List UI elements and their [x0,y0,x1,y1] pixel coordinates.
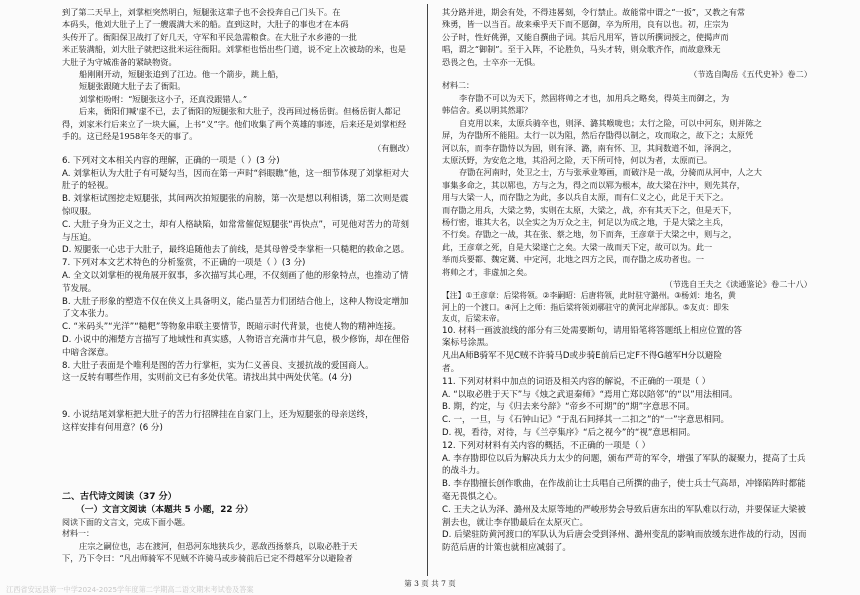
material-1-line: 殊勇，皆一以当百。故来乘乎天下而不愿御，卒为所用，良有以也。初，庄宗为 [442,19,729,30]
story-line: 短腿张跟随大肚子去了衙阳。 [79,81,186,92]
question-9-line: 这样安排有何用意？(6 分) [62,423,163,434]
story-line: 船刚刚开动，短腿张追到了江边。他一个箭步，跳上船， [79,69,284,80]
material-2-line: 河以东，而李存勖恃以为固，则有泽、潞，南有怀、卫，其间数道不如，泽润之， [442,142,737,153]
question-6 [62,155,414,257]
question-12-option-b: B. 李存勖擅长创作歌曲，在作战前让士兵唱自己所撰的曲子，使士兵士气高昂，冲锋陷阵时都能毫无畏惧之心。 [442,479,806,503]
answer-space [62,385,414,409]
story-source: （有删改） [373,143,414,154]
material-2-line: 太原沃野，为安危之地，其沿河之险，天下所可恃，何以为者，太原而已。 [442,154,713,165]
question-11 [442,376,812,440]
question-7 [62,257,414,359]
question-7-option-c: C. “米码头”“光洋”“糙粑”等物象串联主要情节，既暗示时代背景，也使人物的精神连接。 [62,322,401,333]
question-10-line: 10. 材料一画波浪线的部分有三处需要断句，请用铅笔将答题纸上相应位置的答 [442,325,742,336]
question-10 [442,325,812,376]
question-7-option-d: D. 小说中的湘楚方言描写了地域性和真实感，人物语言充满市井气息，极少修饰，却在俚俗中暗含深意。 [62,335,410,358]
question-10-line: 案标号涂黑。 [442,338,494,349]
question-8-line: 8. 大肚子表面是个唯利是图的苦力行掌柜，实为仁义善良、支援抗战的爱国商人。 [62,360,374,371]
material-2-line: 事集多命之，其以郓也，方与之为，得之而以郓为根本，故大梁在汴中，则先其存， [442,179,745,190]
story-line: 到了第二天早上，刘掌柜突然明白，短腿张这辈子也不会投奔自己门头下。在 [62,7,341,17]
material-1-label: 材料一： [62,529,94,539]
material-2-line: 存勖在河南时，处卫之士，方与张承业筹画，而破汴是一战，分骑而从河中，人之大 [459,167,762,178]
question-12-option-a: A. 李存勖即位以后为解决兵力太少的问题，颁布严苛的军令，增强了军队的凝聚力，提高了士兵的战斗力。 [442,453,806,477]
question-11-option-a: A. “以取必胜于天下”与《烛之武退秦师》“焉用亡郑以陪邻”的“以”用法相同。 [442,389,738,400]
material-2-line: 举而兵要都、魏定冀、中定河，北地之四方之民，而存勖之成功者也。一 [442,254,705,265]
page-number: 第 3 页 共 7 页 [404,579,456,588]
question-8 [62,360,414,386]
story-line: 米正装满船，刘大肚子就把这批米运往衙阳。刘掌柜也悟出些门道，说不定上次被劫的米，也是 [62,44,406,55]
material-1-line: 公子时，性好佻弹，又能自撰曲子词。其后凡用军，皆以所撰词授之，使揭声而 [442,31,729,42]
material-2-label: 材料二： [442,81,474,91]
question-11-stem: 11. 下列对材料中加点的词语及相关内容的解说，不正确的一项是（ ） [442,376,711,387]
material-2-line: 将帅之才，非虚加之矣。 [442,266,533,277]
question-12-option-d: D. 后梁驻防黄河渡口的军队认为后唐会受到泽州、潞州变乱的影响而放缓东进作战的行动，因而防范后唐的计策也就相应减弱了。 [442,530,807,554]
question-6-option-a: A. 刘掌柜认为大肚子有可疑勾当，因而在第一声时“斜眼瞧”他，这一细节体现了刘掌柜对大肚子的轻视。 [62,168,409,192]
material-1-source: （节选自陶岳《五代史补》卷二） [689,69,812,80]
section-instruction: 阅读下面的文言文，完成下面小题。 [62,517,190,527]
question-6-option-b: B. 刘掌柜试图挖走短腿张，其间两次拍短腿张的肩膀，第一次是想以利相诱，第二次则是震惊叹服。 [62,194,409,218]
question-6-stem: 6. 下列对文本相关内容的理解，正确的一项是（ ）(3 分) [62,155,280,166]
question-11-option-c: C. 一，一旦，与《石钟山记》“于乱石间择其一二扣之”的“一”字意思相同。 [442,415,730,426]
material-2-line: 用与大梁一人，而存勖之为此，多以兵自太原，而有仁义之心，此足于天下之。 [442,192,729,203]
question-9 [62,409,414,435]
question-8-line: 这一反转有哪些作用，实则前文已有多处伏笔。请找出其中两处伏笔。(4 分) [62,373,352,384]
material-2-line: 李存勖不可以为天下，然固将帅之才也，加用兵之略矣，得英主而御之，为 [459,92,730,103]
material-2-line: 不行矣。存勖之一战，其在张、蔡之地，勿下而奔，王彦章于大梁之中，则与之， [442,229,737,240]
story-line: 大肚子为守城准备的紧缺物资。 [62,56,177,67]
material-1-line: 下，乃下令曰：“凡出师骑军不见贼不许骑马或步骑前后已定不得越军分以避险者 [62,553,353,564]
question-7-option-a: A. 全文以刘掌柜的视角展开叙事，多次描写其心理，不仅刻画了他的形象特点，也推动了情节发展。 [62,271,409,294]
question-6-option-d: D. 短腿张一心忠于大肚子，最终追随他去了前线，是其母曾受李掌柜一只糙粑的救命之恩。 [62,245,410,256]
material-1-line: 唱，谓之“御制”。至于入阵，不论胜负，马头才转，则众歌齐作，而故意殊无 [442,44,721,55]
material-1-line: 庄宗之嗣位也，志在渡河，但恐河东地狭兵少，恶敌西扬蔡兵，以取必胜于天 [79,540,358,551]
question-12-stem: 12. 下列对材料有关内容的概括，不正确的一项是（ ） [442,440,651,451]
story-line: 后来，衙阳们喊'虚不已，去了衙阳的短腿张和大肚子，没再回过杨岳街。但杨岳街人都记得，刘家米行后来立了一块大匾，上书“义”字。他们收集了两个英雄的事迹，后来还是刘掌柜经手的。这已经是1958年冬天的事了。 [62,106,407,142]
question-12 [442,440,812,555]
section-title: 二、古代诗文阅读（37 分） [62,491,177,502]
material-2-line: 而存勖之用兵，大梁之势，实则在太原，大梁之，战，亦有其天下之，但是天下， [442,204,737,215]
question-9-line: 9. 小说结尾刘掌柜把大肚子的苦力行招牌挂在自家门上，还为短腿张的母亲送终， [62,410,374,421]
footnote-line: 河上的一个渡口。④河上之师：指后梁将领刘鄩驻守的黄河北岸部队。⑤友贞：即朱 [442,302,729,312]
material-1-line: 恐畏之色，士卒亦一无惧。 [442,56,541,67]
question-6-option-c: C. 大肚子身为正义之士，却有人格缺陷，如常常催促短腿张“再快点”，可见他对苦力的苛刻与压迫。 [62,219,409,243]
footnote-line: 友贞，后梁末帝。 [442,314,505,324]
story-line: 本码头，他刘大肚子上了一艘震满大米的船。直到这时，大肚子的事也才在本码 [62,19,349,30]
material-2-line: 杨行密，谁其大名，以全实之为万众之主，何足以为成之地，于是大梁之主兵， [442,217,729,227]
column-divider [427,4,428,576]
left-column [62,6,414,565]
question-10-options: 凡出A师B骑军不见C贼不许骑马D或步骑E前后已定F不得G越军H分以避险 [442,351,722,362]
material-2-source: （节选自王夫之《读通鉴论》卷二十八） [664,279,812,290]
answer-space [62,435,414,491]
section-subtitle: （一）文言文阅读（本题共 5 小题，22 分） [76,504,254,515]
material-1-line: 其分路并进，期会有处，不得违晷刻，令行禁止。故能常中谓之“一扳”，又教之有常 [442,7,746,17]
question-7-stem: 7. 下列对本文艺术特色的分析鉴赏，不正确的一项是（ ）(3 分) [62,258,306,269]
right-column [442,6,812,555]
question-7-option-b: B. 大肚子形象的塑造不仅在侠义上具备明义，能凸显苦力们团结合他上，这种人物设定增加了文本张力。 [62,296,409,320]
watermark-text: 江西省安远县第一中学2024-2025学年度第二学期高二语文期末考试卷及答案 [6,585,254,594]
material-2-line: 韩信舍。奚以明其然耶？ [442,105,533,116]
material-2-line: 此，王彦章之死，自是大梁遂亡之矣。大梁一战而天下定，故可以为。此一 [442,241,713,252]
footnote-line: 【注】①王彦章：后梁将领。②李嗣昭：后唐将领，此时驻守潞州。③杨刘：地名，黄 [442,291,736,301]
question-11-option-d: D. 视，看待，对待，与《兰亭集序》“后之视今”的“视”意思相同。 [442,428,696,439]
story-line: 头传开了。衙阳保卫战打了好几天，守军和平民急需粮食。在大肚子水乡港的一批 [62,31,357,42]
question-12-option-c: C. 王夫之认为泽、潞州及太原等地的严峻形势会导致后唐东出的军队难以行动，并要保证大梁被割去也，就让李存勖最后在太原灭亡。 [442,504,806,528]
question-10-end: 者。 [442,364,460,375]
question-11-option-b: B. 期，约定，与《归去来兮辞》“帝乡不可期”的“期”字意思不同。 [442,402,695,413]
material-2-line: 自克用以来，太原兵骑卒也，则泽、潞其喉咙也；太行之险，可以中河东，则并陈之 [459,117,762,128]
story-line: 刘掌柜吩咐：“短腿张这小子，还真没跟错人。” [79,93,248,104]
material-2-line: 屏，为存勖所不能阻。太行一以为阻，然后存勖得以制之，攻而取之，故下之；太原凭 [442,130,754,141]
